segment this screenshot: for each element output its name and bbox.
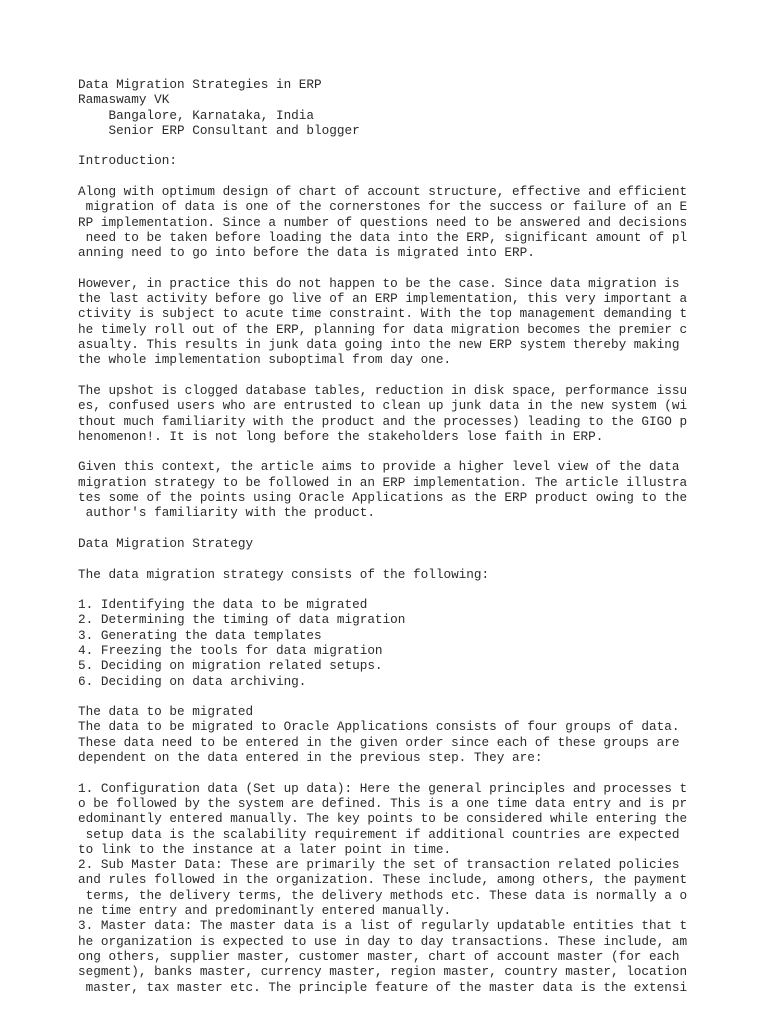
text-line: The data to be migrated to Oracle Applications consists of four groups of data. — [78, 719, 680, 735]
text-line: henomenon!. It is not long before the stakeholders lose faith in ERP. — [78, 428, 604, 444]
text-line: Ramaswamy VK — [78, 92, 170, 108]
text-line: master, tax master etc. The principle feature of the master data is the extensi — [78, 979, 688, 995]
text-line: o be followed by the system are defined. This is a one time data entry and is pr — [78, 795, 688, 811]
text-line: However, in practice this do not happen to be the case. Since data migration is — [78, 275, 680, 291]
text-line: he timely roll out of the ERP, planning for data migration becomes the premier c — [78, 321, 688, 337]
text-line: and rules followed in the organization. These include, among others, the payment — [78, 872, 688, 888]
text-line: 2. Sub Master Data: These are primarily the set of transaction related policies — [78, 857, 680, 873]
blank-line — [78, 582, 687, 597]
text-line: Given this context, the article aims to provide a higher level view of the data — [78, 459, 680, 475]
text-line: asualty. This results in junk data going into the new ERP system thereby making — [78, 337, 680, 353]
text-line: Introduction: — [78, 153, 177, 169]
text-line: Senior ERP Consultant and blogger — [78, 122, 360, 138]
blank-line — [78, 261, 687, 276]
text-line: The data migration strategy consists of the following: — [78, 566, 490, 582]
blank-line — [78, 169, 687, 184]
text-line: anning need to go into before the data is migrated into ERP. — [78, 245, 535, 261]
text-line: the whole implementation suboptimal from day one. — [78, 352, 452, 368]
text-line: migration of data is one of the cornerstones for the success or failure of an E — [78, 199, 688, 215]
text-line: The upshot is clogged database tables, reduction in disk space, performance issu — [78, 382, 688, 398]
text-line: author's familiarity with the product. — [78, 505, 375, 521]
text-line: dependent on the data entered in the previous step. They are: — [78, 750, 543, 766]
text-line: ne time entry and predominantly entered manually. — [78, 903, 452, 919]
text-line: the last activity before go live of an ERP implementation, this very important a — [78, 291, 688, 307]
text-line: 2. Determining the timing of data migration — [78, 612, 406, 628]
text-line: 6. Deciding on data archiving. — [78, 673, 307, 689]
blank-line — [78, 368, 687, 383]
text-line: 4. Freezing the tools for data migration — [78, 642, 383, 658]
text-line: The data to be migrated — [78, 704, 254, 720]
text-line: 5. Deciding on migration related setups. — [78, 658, 383, 674]
text-line: migration strategy to be followed in an ERP implementation. The article illustra — [78, 474, 688, 490]
text-line: Bangalore, Karnataka, India — [78, 107, 315, 123]
blank-line — [78, 444, 687, 459]
blank-line — [78, 138, 687, 153]
text-line: 1. Configuration data (Set up data): Here the general principles and processes t — [78, 780, 688, 796]
text-line: thout much familiarity with the product and the processes) leading to the GIGO p — [78, 413, 688, 429]
blank-line — [78, 521, 687, 536]
text-line: 1. Identifying the data to be migrated — [78, 597, 368, 613]
text-line: tes some of the points using Oracle Applications as the ERP product owing to the — [78, 490, 688, 506]
text-line: terms, the delivery terms, the delivery methods etc. These data is normally a o — [78, 887, 688, 903]
blank-line — [78, 765, 687, 780]
text-line: These data need to be entered in the given order since each of these groups are — [78, 734, 680, 750]
text-line: ctivity is subject to acute time constraint. With the top management demanding t — [78, 306, 688, 322]
text-line: ong others, supplier master, customer master, chart of account master (for each — [78, 948, 680, 964]
text-line: need to be taken before loading the data into the ERP, significant amount of pl — [78, 229, 688, 245]
text-line: he organization is expected to use in day to day transactions. These include, am — [78, 933, 688, 949]
text-line: Data Migration Strategies in ERP — [78, 77, 322, 92]
blank-line — [78, 689, 687, 704]
text-line: Along with optimum design of chart of account structure, effective and efficient — [78, 184, 688, 200]
text-line: to link to the instance at a later point in time. — [78, 841, 452, 857]
text-line: es, confused users who are entrusted to clean up junk data in the new system (wi — [78, 398, 688, 414]
document-body — [78, 77, 687, 995]
text-line: 3. Master data: The master data is a list of regularly updatable entities that t — [78, 918, 688, 934]
blank-line — [78, 551, 687, 566]
text-line: Data Migration Strategy — [78, 535, 254, 551]
text-line: edominantly entered manually. The key points to be considered while entering the — [78, 811, 688, 827]
text-line: 3. Generating the data templates — [78, 627, 322, 643]
text-line: setup data is the scalability requirement if additional countries are expected — [78, 826, 680, 842]
text-line: RP implementation. Since a number of questions need to be answered and decisions — [78, 214, 688, 230]
text-line: segment), banks master, currency master, region master, country master, location — [78, 964, 688, 980]
